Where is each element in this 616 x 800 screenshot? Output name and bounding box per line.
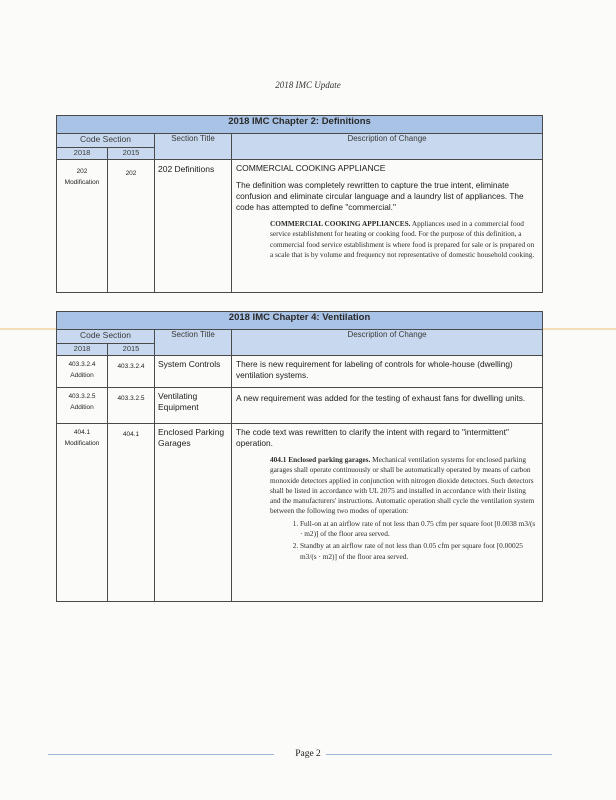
table-row bbox=[57, 424, 543, 602]
table-row bbox=[57, 388, 543, 424]
description-header: Description of Change bbox=[232, 134, 543, 160]
table-row bbox=[57, 160, 543, 293]
table-title: 2018 IMC Chapter 4: Ventilation bbox=[57, 312, 543, 330]
year-2018-header: 2018 bbox=[57, 344, 108, 356]
code-2018-cell: 403.3.2.4 Addition bbox=[57, 356, 108, 388]
code-quote: 404.1 Enclosed parking garages. Mechanical ventilation systems for enclosed parking garages shall operate continuously or shall be automatically operated by means of carbon monoxide detectors applied in conjunction with nitrogen dioxide detectors. Such detectors shall be listed in accordance with UL 2075 and installed in accordance with their listing and the manufacturers' instructions. Automatic operation shall cycle the ventilation system between the following two modes of operation: 1. Full-on at an airflow rate of not less than 0.75 cfm per square foot [0.0038 m3/(s · m2)] of the floor area served. 2. Standby at an airflow rate of not less than 0.05 cfm per square foot [0.00025 m3/(s · m2)] of the floor area served. bbox=[270, 455, 538, 562]
change-text: The definition was completely rewritten to capture the true intent, eliminate confusion and eliminate circular language and a laundry list of appliances. The code has attempted to define "commercial." bbox=[236, 180, 524, 212]
code-2018-cell: 403.3.2.5 Addition bbox=[57, 388, 108, 424]
table-row bbox=[57, 356, 543, 388]
description-cell bbox=[232, 160, 543, 293]
ventilation-table bbox=[56, 311, 543, 602]
section-title-header: Section Title bbox=[155, 134, 232, 160]
change-heading: COMMERCIAL COOKING APPLIANCE bbox=[236, 163, 386, 173]
year-2015-header: 2015 bbox=[108, 344, 155, 356]
code-section-header: Code Section bbox=[57, 134, 155, 148]
change-text: The code text was rewritten to clarify the intent with regard to "intermittent" operation. bbox=[236, 427, 509, 448]
code-2015-cell: 202 bbox=[108, 160, 155, 293]
section-title-header: Section Title bbox=[155, 330, 232, 356]
code-2015-cell: 404.1 bbox=[108, 424, 155, 602]
description-cell bbox=[232, 424, 543, 602]
year-2018-header: 2018 bbox=[57, 148, 108, 160]
definitions-table bbox=[56, 115, 543, 293]
page-header: 2018 IMC Update bbox=[275, 80, 341, 90]
code-quote: COMMERCIAL COOKING APPLIANCES. Appliances used in a commercial food service establishment for heating or cooking food. For the purpose of this definition, a commercial food service establishment is where food is prepared for sale or is prepared on a scale that is by volume and frequency not representative of domestic household cooking. bbox=[270, 219, 535, 259]
description-cell: There is new requirement for labeling of controls for whole-house (dwelling) ventilation systems. bbox=[232, 356, 543, 388]
code-2015-cell: 403.3.2.5 bbox=[108, 388, 155, 424]
section-title-cell: Enclosed Parking Garages bbox=[155, 424, 232, 602]
year-2015-header: 2015 bbox=[108, 148, 155, 160]
list-item: 2. Standby at an airflow rate of not less than 0.05 cfm per square foot [0.00025 m3/(s · m2)] of the floor area served. bbox=[300, 541, 538, 562]
code-2018-cell: 404.1 Modification bbox=[57, 424, 108, 602]
section-title-cell: 202 Definitions bbox=[155, 160, 232, 293]
section-title-cell: System Controls bbox=[155, 356, 232, 388]
description-cell: A new requirement was added for the testing of exhaust fans for dwelling units. bbox=[232, 388, 543, 424]
table-title: 2018 IMC Chapter 2: Definitions bbox=[57, 116, 543, 134]
description-header: Description of Change bbox=[232, 330, 543, 356]
list-item: 1. Full-on at an airflow rate of not less than 0.75 cfm per square foot [0.0038 m3/(s · m2)] of the floor area served. bbox=[300, 519, 538, 540]
code-section-header: Code Section bbox=[57, 330, 155, 344]
page-number: Page 2 bbox=[295, 749, 321, 759]
code-2015-cell: 403.3.2.4 bbox=[108, 356, 155, 388]
section-title-cell: Ventilating Equipment bbox=[155, 388, 232, 424]
code-2018-cell: 202 Modification bbox=[57, 160, 108, 293]
